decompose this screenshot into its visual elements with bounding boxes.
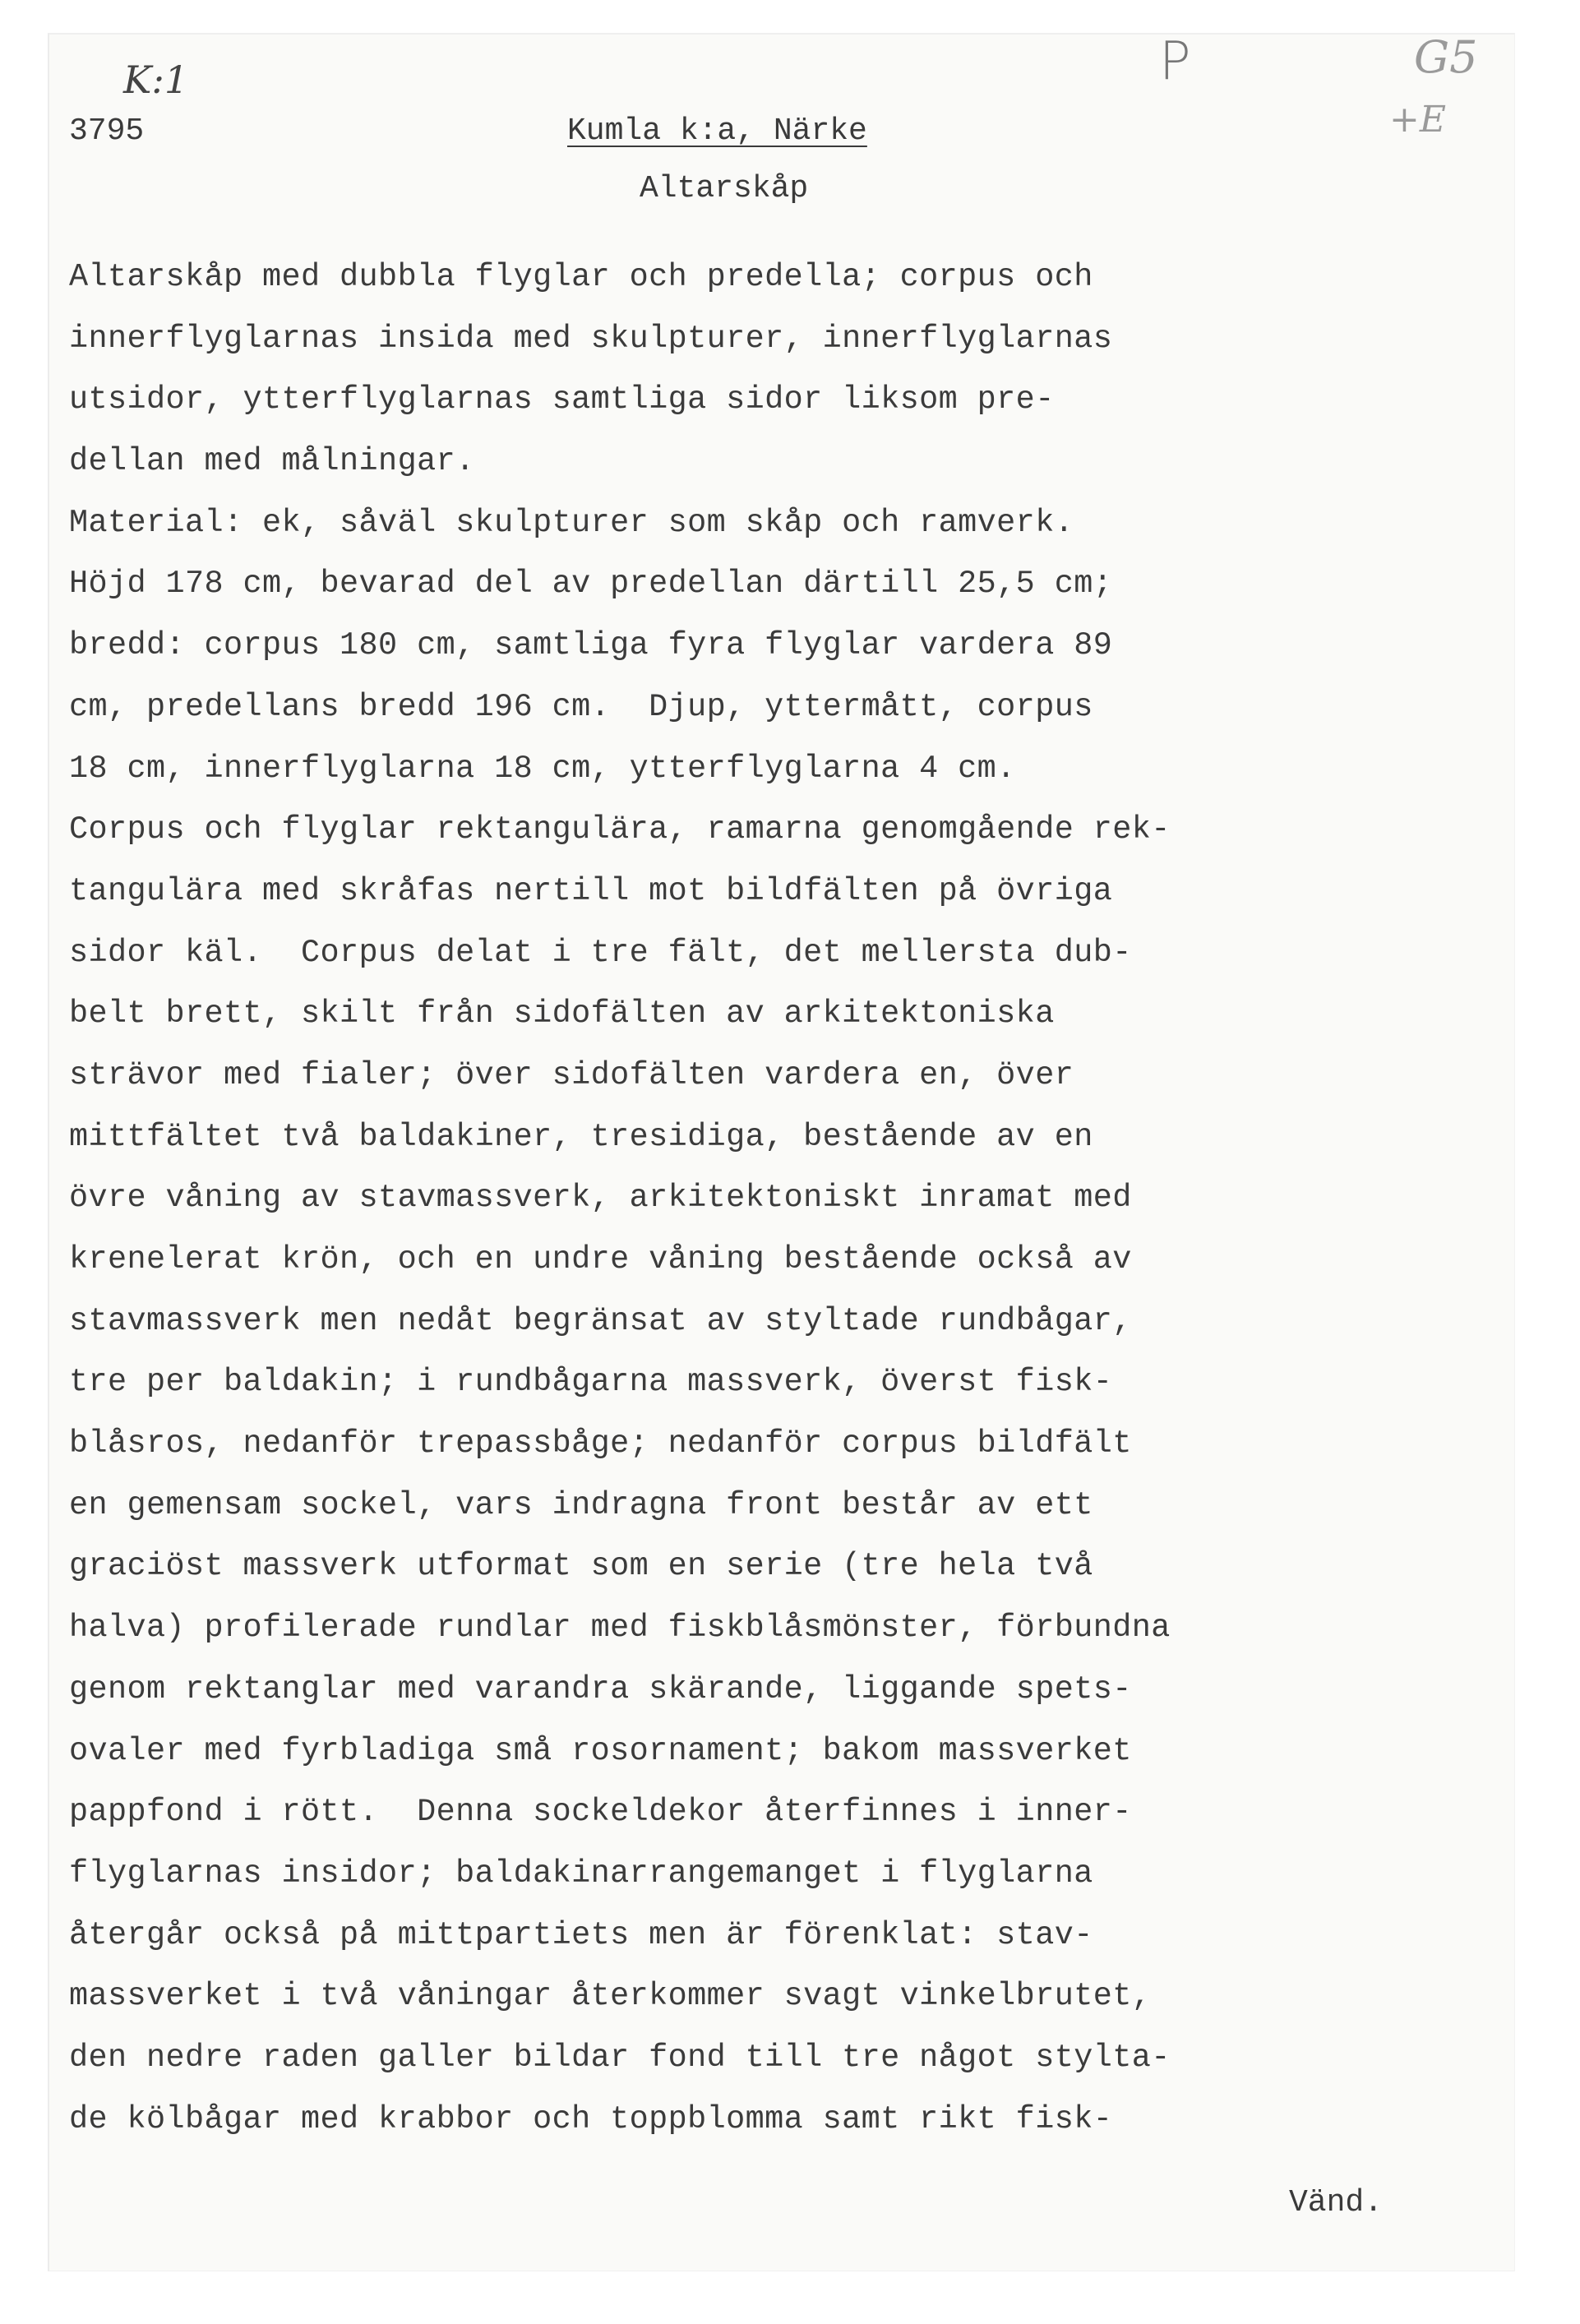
catalog-number: 3795 <box>69 113 145 149</box>
text-line: genom rektanglar med varandra skärande, liggande spets- <box>69 1670 1132 1707</box>
text-line: strävor med fialer; över sidofälten vardera en, över <box>69 1056 1074 1093</box>
text-line: de kölbågar med krabbor och toppblomma samt rikt fisk- <box>69 2100 1113 2137</box>
page-subtitle: Altarskåp <box>640 171 809 206</box>
turn-page-label: Vänd. <box>1289 2185 1384 2220</box>
text-line: övre våning av stavmassverk, arkitektoniskt inramat med <box>69 1180 1132 1217</box>
text-line: utsidor, ytterflyglarnas samtliga sidor liksom pre- <box>69 381 1055 418</box>
text-line: halva) profilerade rundlar med fiskblåsmönster, förbundna <box>69 1610 1171 1647</box>
text-line: Altarskåp med dubbla flyglar och predella; corpus och <box>69 259 1093 295</box>
handwritten-mark-p: P <box>1159 31 1191 92</box>
text-line: blåsros, nedanför trepassbåge; nedanför corpus bildfält <box>69 1425 1132 1462</box>
text-line: massverket i två våningar återkommer svagt vinkelbrutet, <box>69 1978 1152 2015</box>
text-line: ovaler med fyrbladiga små rosornament; bakom massverket <box>69 1732 1132 1769</box>
text-line: tre per baldakin; i rundbågarna massverk, överst fisk- <box>69 1364 1113 1401</box>
text-line: 18 cm, innerflyglarna 18 cm, ytterflyglarna 4 cm. <box>69 750 1016 787</box>
text-line: återgår också på mittpartiets men är förenklat: stav- <box>69 1916 1093 1953</box>
page-title: Kumla k:a, Närke <box>567 113 867 149</box>
text-line: dellan med målningar. <box>69 443 475 480</box>
text-line: graciöst massverk utformat som en serie (tre hela två <box>69 1548 1093 1585</box>
text-line: den nedre raden galler bildar fond till tre något stylta- <box>69 2039 1171 2076</box>
text-line: Material: ek, såväl skulpturer som skåp och ramverk. <box>69 504 1074 541</box>
text-line: Corpus och flyglar rektangulära, ramarna genomgående rek- <box>69 811 1171 848</box>
text-line: en gemensam sockel, vars indragna front består av ett <box>69 1486 1093 1523</box>
text-line: flyglarnas insidor; baldakinarrangemanget i flyglarna <box>69 1855 1093 1892</box>
text-line: bredd: corpus 180 cm, samtliga fyra flyglar vardera 89 <box>69 627 1113 664</box>
text-line: mittfältet två baldakiner, tresidiga, bestående av en <box>69 1118 1093 1155</box>
text-line: krenelerat krön, och en undre våning bestående också av <box>69 1241 1132 1278</box>
text-line: belt brett, skilt från sidofälten av arkitektoniska <box>69 996 1055 1033</box>
description-text <box>69 247 1516 2150</box>
text-line: Höjd 178 cm, bevarad del av predellan därtill 25,5 cm; <box>69 566 1113 603</box>
text-line: tangulära med skråfas nertill mot bildfälten på övriga <box>69 872 1113 909</box>
text-line: sidor käl. Corpus delat i tre fält, det mellersta dub- <box>69 934 1132 971</box>
text-line: innerflyglarnas insida med skulpturer, innerflyglarnas <box>69 320 1113 357</box>
text-line: pappfond i rött. Denna sockeldekor återfinnes i inner- <box>69 1794 1132 1831</box>
handwritten-mark-g5: G5 <box>1414 31 1478 83</box>
text-line: stavmassverk men nedåt begränsat av styltade rundbågar, <box>69 1302 1132 1339</box>
handwritten-mark-plus: +E <box>1389 99 1446 141</box>
text-line: cm, predellans bredd 196 cm. Djup, yttermått, corpus <box>69 688 1093 725</box>
handwritten-card-code: K:1 <box>123 58 189 102</box>
